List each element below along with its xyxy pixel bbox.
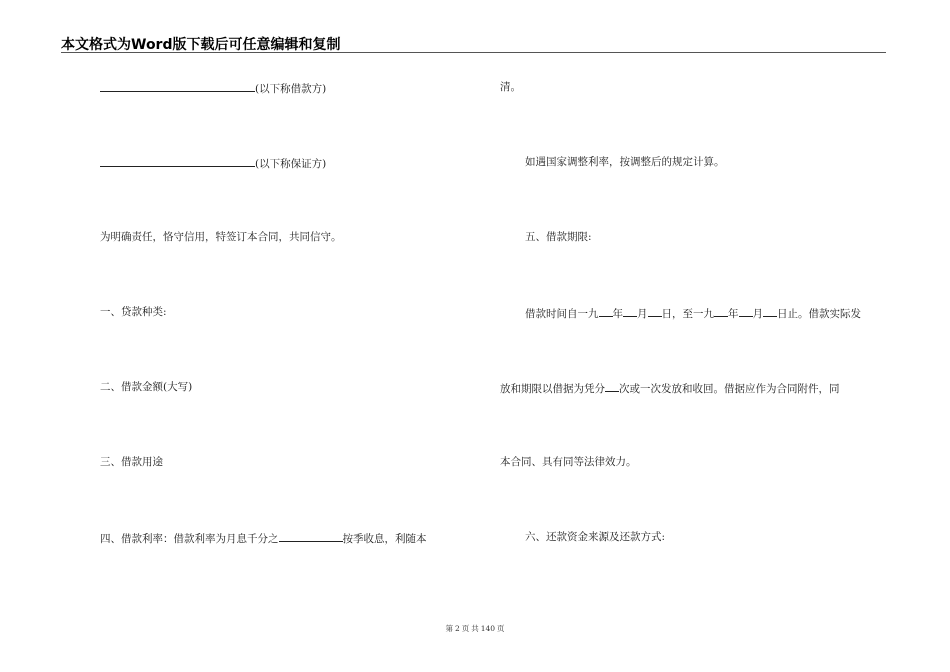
interest-rate-blank[interactable]	[279, 530, 343, 542]
total-page-count: 140	[480, 624, 496, 633]
document-header-title: 本文格式为Word版下载后可任意编辑和复制	[61, 37, 341, 53]
footer-page-unit: 页	[461, 624, 470, 633]
period-text-a: 借款时间自一九	[525, 308, 599, 320]
header-divider	[61, 52, 886, 53]
footer-total-unit: 页	[497, 624, 505, 633]
borrower-label: (以下称借款方)	[255, 83, 327, 95]
item-4-interest-rate	[100, 530, 427, 546]
borrower-blank[interactable]	[100, 80, 255, 92]
period-text-b: 年	[612, 308, 623, 320]
disbursement-line	[500, 380, 840, 396]
start-year-blank[interactable]	[599, 305, 613, 317]
item-2-loan-amount: 二、借款金额(大写)	[100, 381, 193, 393]
item-1-loan-type: 一、贷款种类:	[100, 306, 167, 318]
current-page-number: 2	[454, 624, 460, 633]
guarantor-line	[100, 155, 326, 171]
installments-blank[interactable]	[605, 380, 619, 392]
end-month-blank[interactable]	[739, 305, 753, 317]
footer-prefix: 第	[445, 624, 453, 633]
item-6-repayment: 六、还款资金来源及还款方式:	[525, 531, 666, 543]
legal-effect-text: 本合同、具有同等法律效力。	[500, 456, 637, 468]
item-5-loan-period: 五、借款期限:	[525, 231, 592, 243]
rate-adjust-text: 如遇国家调整利率，按调整后的规定计算。	[525, 156, 725, 168]
item-4-text-a: 四、借款利率：借款利率为月息千分之	[100, 533, 279, 545]
loan-period-line	[525, 305, 861, 321]
period-text-c: 月	[637, 308, 648, 320]
guarantor-blank[interactable]	[100, 155, 255, 167]
start-month-blank[interactable]	[623, 305, 637, 317]
period-text-d: 日，至一九	[661, 308, 714, 320]
end-year-blank[interactable]	[714, 305, 728, 317]
period-text-e: 年	[728, 308, 739, 320]
footer-total-prefix: 共	[471, 624, 479, 633]
start-day-blank[interactable]	[648, 305, 662, 317]
item-3-loan-purpose: 三、借款用途	[100, 456, 163, 468]
item-4-text-b: 按季收息，利随本	[342, 533, 427, 545]
page-footer	[0, 623, 950, 634]
guarantor-label: (以下称保证方)	[255, 158, 327, 170]
borrower-line	[100, 80, 326, 96]
disbursement-text-b: 次或一次发放和收回。借据应作为合同附件，同	[619, 383, 840, 395]
intro-text: 为明确责任，恪守信用，特签订本合同，共同信守。	[100, 231, 342, 243]
period-text-f: 月	[752, 308, 763, 320]
disbursement-text-a: 放和期限以借据为凭分	[500, 383, 605, 395]
continuation-text: 清。	[500, 81, 521, 93]
end-day-blank[interactable]	[763, 305, 777, 317]
period-text-g: 日止。借款实际发	[777, 308, 861, 320]
